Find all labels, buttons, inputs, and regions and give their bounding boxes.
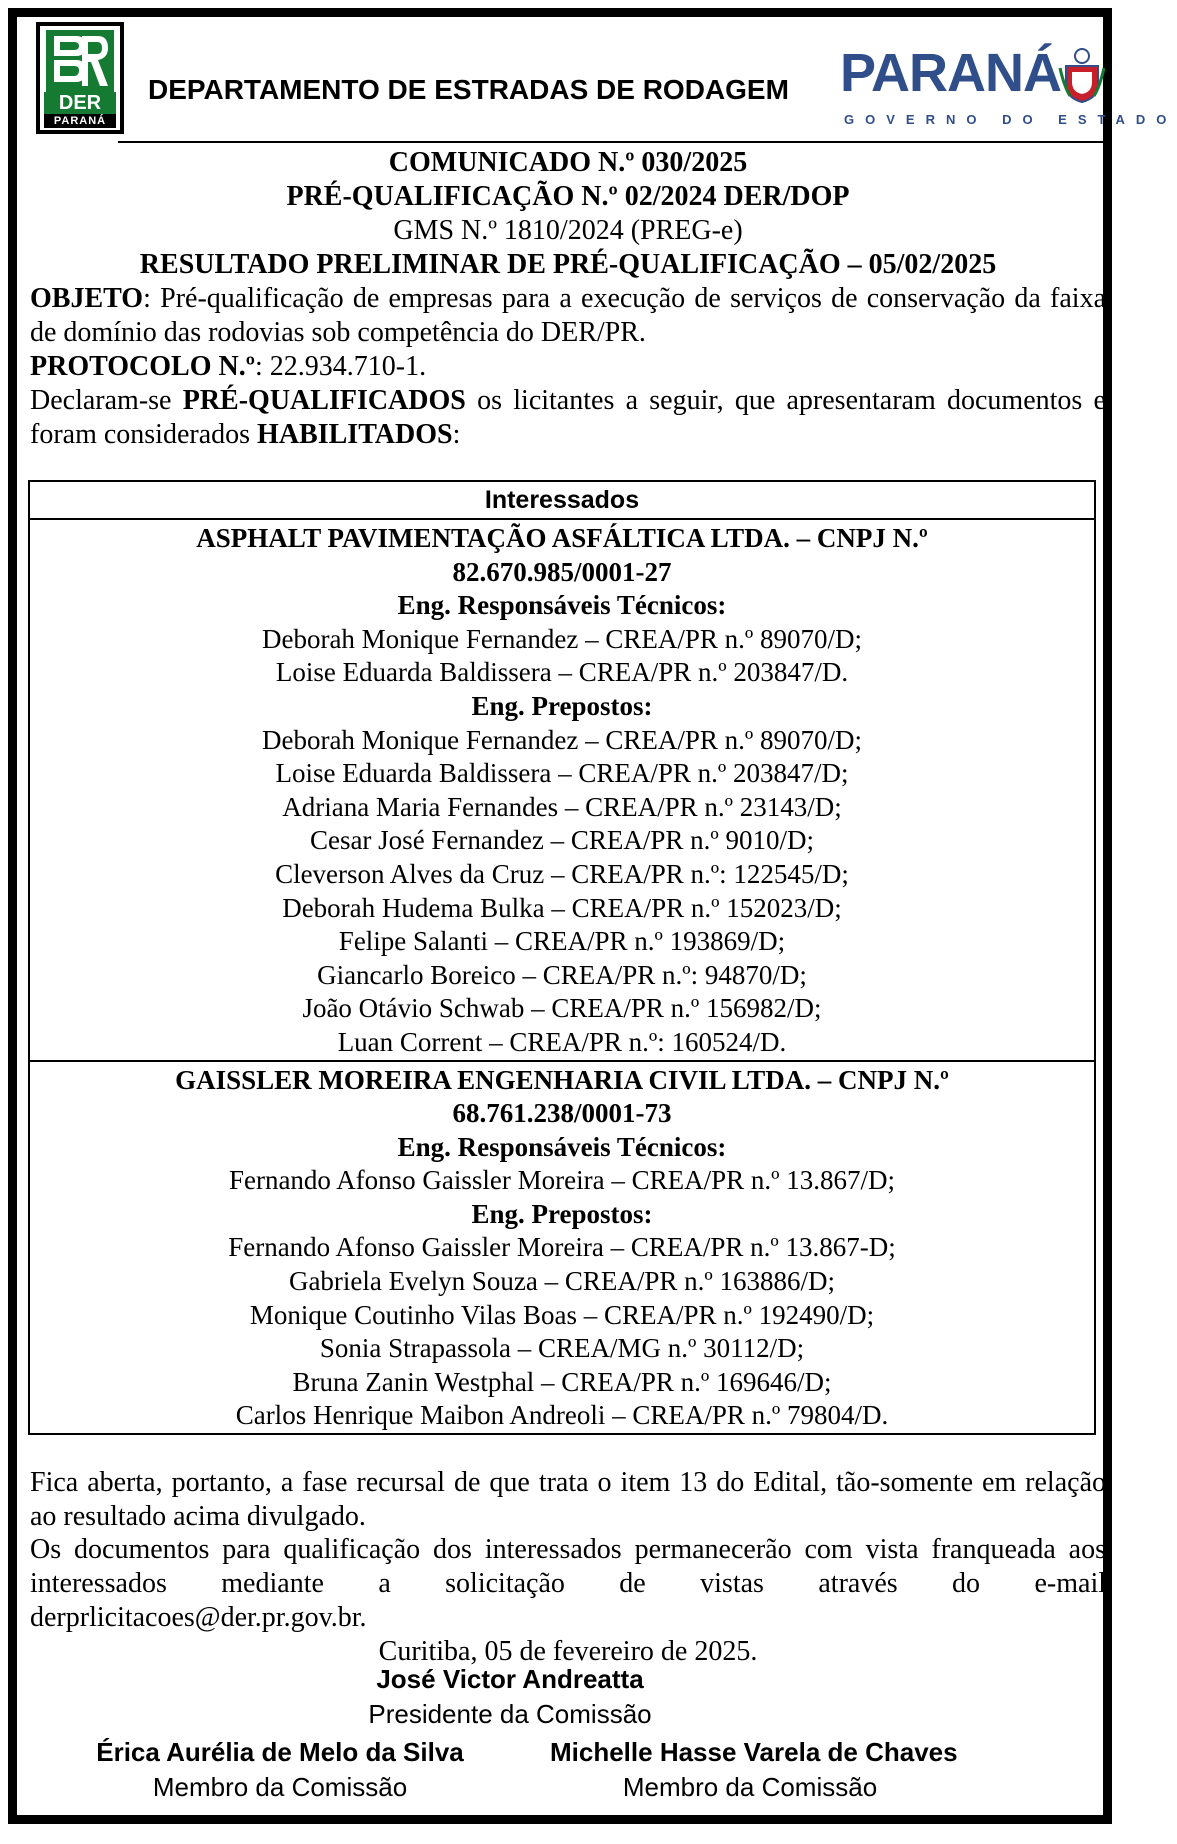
header-divider (118, 141, 1108, 143)
president-role: Presidente da Comissão (368, 1699, 652, 1729)
preposto-entry: Sonia Strapassola – CREA/MG n.º 30112/D; (319, 1333, 805, 1364)
parana-logo (840, 42, 1177, 142)
der-logo-state: PARANÁ (44, 114, 116, 128)
objeto-label: OBJETO (30, 283, 144, 314)
protocolo-value: : 22.934.710-1. (254, 351, 427, 382)
declaration-paragraph (30, 384, 1106, 452)
protocolo-line (30, 350, 1106, 384)
company-name: GAISSLER MOREIRA ENGENHARIA CIVIL LTDA. – CNPJ N.º (175, 1064, 949, 1095)
protocolo-label: PROTOCOLO N.º (30, 351, 255, 382)
parana-wordmark: PARANÁ (840, 43, 1061, 103)
place-date: Curitiba, 05 de fevereiro de 2025. (378, 1635, 758, 1667)
technician-entry: Fernando Afonso Gaissler Moreira – CREA/PR n.º 13.867/D; (228, 1165, 896, 1196)
declaration-bold: PRÉ-QUALIFICADOS (182, 385, 466, 416)
table-header: Interessados (30, 482, 1094, 520)
prepostos-label: Eng. Prepostos: (471, 1198, 653, 1229)
prepostos-label: Eng. Prepostos: (471, 690, 653, 721)
member1-signature (80, 1735, 480, 1805)
company-cnpj: 82.670.985/0001-27 (452, 556, 672, 587)
technicians-label: Eng. Responsáveis Técnicos: (397, 1131, 727, 1162)
preposto-entry: Adriana Maria Fernandes – CREA/PR n.º 23143/D; (282, 791, 842, 822)
preposto-entry: Gabriela Evelyn Souza – CREA/PR n.º 163886/D; (288, 1266, 836, 1297)
member2-signature (550, 1735, 958, 1805)
technician-entry: Deborah Monique Fernandez – CREA/PR n.º 89070/D; (261, 623, 863, 654)
preposto-entry: Deborah Monique Fernandez – CREA/PR n.º 89070/D; (261, 724, 863, 755)
preposto-entry: Cleverson Alves da Cruz – CREA/PR n.º: 122545/D; (275, 858, 849, 889)
der-logo (36, 22, 124, 134)
department-title: DEPARTAMENTO DE ESTRADAS DE RODAGEM (148, 74, 789, 105)
letterhead (26, 12, 1177, 142)
member2-role: Membro da Comissão (622, 1772, 878, 1802)
contact-email: derprlicitacoes@der.pr.gov.br. (30, 1601, 367, 1633)
company-section (30, 1060, 1094, 1434)
preposto-entry: Carlos Henrique Maibon Andreoli – CREA/PR n.º 79804/D. (235, 1400, 889, 1431)
documents-paragraph-line: interessados mediante a solicitação de vistas através do e-mail (30, 1568, 1106, 1600)
member2-name: Michelle Hasse Varela de Chaves (550, 1737, 958, 1767)
preposto-entry: Loise Eduarda Baldissera – CREA/PR n.º 203847/D; (275, 758, 849, 789)
interessados-table (28, 480, 1096, 1435)
technician-entry: Loise Eduarda Baldissera – CREA/PR n.º 203847/D. (275, 657, 849, 688)
government-tagline: GOVERNO DO ESTADO (844, 112, 1177, 127)
member1-name: Érica Aurélia de Melo da Silva (96, 1737, 464, 1767)
declaration-bold: HABILITADOS (257, 419, 453, 450)
company-section (30, 520, 1094, 1060)
der-road-mark-icon (46, 30, 114, 92)
president-signature (310, 1662, 710, 1732)
preposto-entry: Monique Coutinho Vilas Boas – CREA/PR n.º 192490/D; (249, 1299, 875, 1330)
communique-number: COMUNICADO N.º 030/2025 (388, 147, 748, 178)
preposto-entry: Luan Corrent – CREA/PR n.º: 160524/D. (337, 1026, 787, 1057)
communique-body (30, 146, 1106, 452)
prequalification-number: PRÉ-QUALIFICAÇÃO N.º 02/2024 DER/DOP (286, 181, 850, 212)
member1-role: Membro da Comissão (152, 1772, 408, 1802)
declaration-text: Declaram-se (30, 385, 183, 416)
technicians-label: Eng. Responsáveis Técnicos: (397, 590, 727, 621)
gms-number: GMS N.º 1810/2024 (PREG-e) (393, 215, 743, 246)
closing-text (30, 1466, 1106, 1668)
objeto-paragraph (30, 282, 1106, 350)
der-logo-text: DER (44, 92, 116, 114)
company-name: ASPHALT PAVIMENTAÇÃO ASFÁLTICA LTDA. – CNPJ N.º (196, 523, 928, 553)
declaration-text: : (452, 419, 461, 450)
preposto-entry: Bruna Zanin Westphal – CREA/PR n.º 169646/D; (292, 1366, 832, 1397)
preposto-entry: Deborah Hudema Bulka – CREA/PR n.º 152023/D; (282, 892, 842, 923)
preposto-entry: Fernando Afonso Gaissler Moreira – CREA/PR n.º 13.867-D; (228, 1232, 896, 1263)
company-cnpj: 68.761.238/0001-73 (452, 1098, 672, 1129)
declaration-text: os licitantes a seguir, que apresentaram documentos e foram considerados (30, 385, 1106, 450)
preposto-entry: Giancarlo Boreico – CREA/PR n.º: 94870/D; (317, 959, 807, 990)
president-name: José Victor Andreatta (376, 1664, 644, 1694)
preposto-entry: Cesar José Fernandez – CREA/PR n.º 9010/D; (309, 825, 815, 856)
preposto-entry: Felipe Salanti – CREA/PR n.º 193869/D; (338, 926, 786, 957)
coat-of-arms-icon (1058, 46, 1106, 104)
documents-paragraph-line: Os documentos para qualificação dos interessados permanecerão com vista franqueada aos (30, 1534, 1106, 1566)
objeto-text: : Pré-qualificação de empresas para a execução de serviços de conservação da faixa de domínio das rodovias sob competência do DER/PR. (30, 283, 1106, 348)
preposto-entry: João Otávio Schwab – CREA/PR n.º 156982/D; (302, 993, 822, 1024)
result-title: RESULTADO PRELIMINAR DE PRÉ-QUALIFICAÇÃO – 05/02/2025 (139, 249, 997, 280)
appeal-paragraph: Fica aberta, portanto, a fase recursal de que trata o item 13 do Edital, tão-somente em relação ao resultado acima divulgado. (30, 1467, 1106, 1532)
